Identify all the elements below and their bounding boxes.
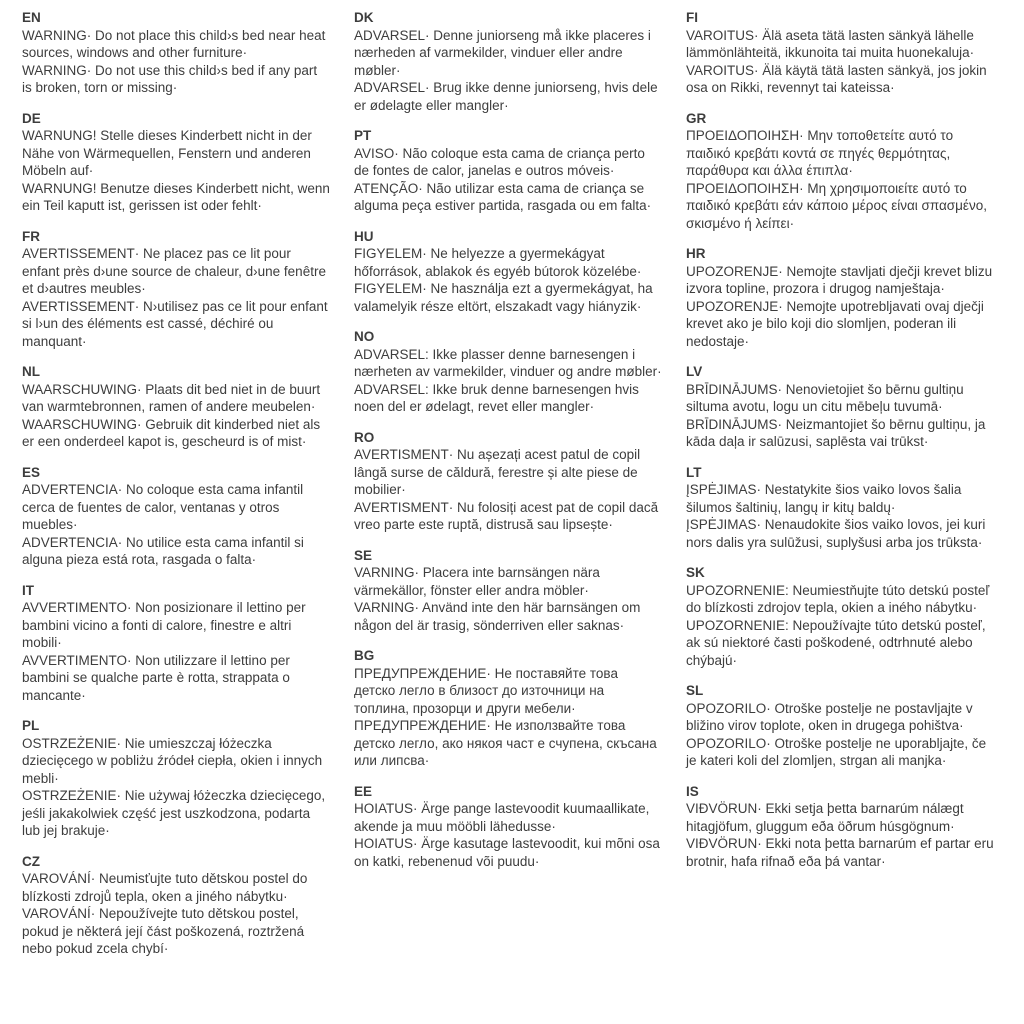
warning-text: ΠΡΟΕΙΔΟΠΟΙΗΣΗ· Μη χρησιμοποιείτε αυτό το παιδικό κρεβάτι εάν κάποιο μέρος είναι σπασμένο, σκισμένο ή λείπει· [686, 180, 987, 231]
warning-text: VARNING· Placera inte barnsängen nära värmekällor, fönster eller andra möbler· [354, 565, 600, 598]
warning-text: WARNING· Do not use this child›s bed if any part is broken, torn or missing· [22, 62, 318, 95]
language-code: EN [22, 10, 41, 25]
warning-text: OSTRZEŻENIE· Nie używaj łóżeczka dziecięcego, jeśli jakakolwiek część jest uszkodzona, podarta lub jej brakuje· [22, 788, 326, 838]
language-section-dk [354, 9, 662, 114]
warning-text: VAROVÁNÍ· Nepoužívejte tuto dětskou postel, pokud je některá její část poškozená, roztržená nebo pokud zcela chybí· [22, 906, 305, 956]
language-code: DE [22, 110, 41, 126]
language-section-en [22, 9, 330, 97]
warning-text: BRĪDINĀJUMS· Nenovietojiet šo bērnu gultiņu siltuma avotu, logu un citu mēbeļu tuvumā· [686, 381, 964, 414]
language-section-it [22, 582, 330, 705]
language-section-pt [354, 127, 662, 215]
warning-text: AVERTISSEMENT· Ne placez pas ce lit pour enfant près d›une source de chaleur, d›une fenêtre et d›autres meubles· [22, 246, 326, 296]
language-section-hr [686, 245, 994, 350]
language-section-hu [354, 228, 662, 316]
language-section-se [354, 547, 662, 635]
warning-text: ПРЕДУПРЕЖДЕНИЕ· Не използвайте това детско легло, ако някоя част е счупена, скъсана или липсва· [354, 718, 657, 768]
language-section-sl [686, 682, 994, 770]
warning-text: VIÐVÖRUN· Ekki nota þetta barnarúm ef partar eru brotnir, hafa rifnað eða þá vantar· [686, 836, 994, 869]
language-code: ES [22, 464, 41, 480]
language-section-nl [22, 363, 330, 451]
language-section-fi [686, 9, 994, 97]
language-section-de [22, 110, 330, 215]
language-code: SE [354, 547, 373, 563]
language-section-no [354, 328, 662, 416]
warning-text: VAROITUS· Älä aseta tätä lasten sänkyä lähelle lämmönlähteitä, ikkunoita tai muita huonekaluja· [686, 27, 975, 60]
warning-text: OSTRZEŻENIE· Nie umieszczaj łóżeczka dziecięcego w pobliżu źródeł ciepła, okien i innych mebli· [22, 735, 323, 786]
warning-text: OPOZORILO· Otroške postelje ne uporabljajte, če je kateri koli del zlomljen, strgan ali manjka· [686, 735, 987, 768]
warning-text: WAARSCHUWING· Gebruik dit kinderbed niet als er een onderdeel kapot is, gescheurd is of mist· [22, 416, 321, 449]
warning-text: ADVARSEL· Brug ikke denne juniorseng, hvis dele er ødelagte eller mangler· [354, 80, 658, 113]
language-code: FI [686, 10, 698, 25]
warning-text: OPOZORILO· Otroške postelje ne postavljajte v bližino virov toplote, oken in drugega pohištva· [686, 700, 973, 733]
language-section-es [22, 464, 330, 569]
language-section-fr [22, 228, 330, 351]
warning-text: ΠΡΟΕΙΔΟΠΟΙΗΣΗ· Μην τοποθετείτε αυτό το παιδικό κρεβάτι κοντά σε πηγές θερμότητας, παράθυρα και άλλα έπιπλα· [686, 128, 954, 178]
language-code: IT [22, 582, 34, 598]
warning-text: UPOZORNENIE: Nepoužívajte túto detskú posteľ, ak sú niektoré časti poškodené, odtrhnuté alebo chýbajú· [686, 617, 986, 668]
warning-text: AVVERTIMENTO· Non posizionare il lettino per bambini vicino a fonti di calore, finestre e altri mobili· [22, 600, 306, 650]
warning-text: ADVERTENCIA· No utilice esta cama infantil si alguna pieza está rota, rasgada o falta· [22, 534, 304, 567]
warning-text: ĮSPĖJIMAS· Nenaudokite šios vaiko lovos, jei kuri nors dalis yra sulūžusi, suplyšusi arba jos trūksta· [686, 517, 986, 550]
language-section-gr [686, 110, 994, 233]
warning-text: ĮSPĖJIMAS· Nestatykite šios vaiko lovos šalia šilumos šaltinių, langų ir kitų baldų· [686, 482, 962, 515]
warning-text: AVERTISMENT· Nu așezați acest patul de copil lângă surse de căldură, ferestre și alte piese de mobilier· [354, 447, 641, 497]
language-code: SL [686, 683, 704, 698]
warnings-column-3 [686, 9, 994, 971]
warning-text: AVVERTIMENTO· Non utilizzare il lettino per bambini se qualche parte è rotta, strappata o mancante· [22, 652, 290, 703]
language-code: HR [686, 246, 706, 261]
language-code: NL [22, 364, 40, 379]
warning-text: ADVARSEL· Denne juniorseng må ikke placeres i nærheden af varmekilder, vinduer eller andre møbler· [354, 27, 651, 78]
language-section-sk [686, 564, 994, 669]
language-code: LT [686, 464, 702, 480]
warning-text: FIGYELEM· Ne használja ezt a gyermekágyat, ha valamelyik része eltört, elszakadt vagy hiányzik· [354, 281, 653, 314]
language-section-ee [354, 783, 662, 871]
warning-text: AVISO· Não coloque esta cama de criança perto de fontes de calor, janelas e outros móveis· [354, 145, 645, 178]
warning-text: HOIATUS· Ärge kasutage lastevoodit, kui mõni osa on katki, rebenenud või puudu· [354, 836, 660, 869]
language-code: DK [354, 10, 374, 25]
language-section-is [686, 783, 994, 871]
warning-text: ADVARSEL: Ikke bruk denne barnesengen hvis noen del er ødelagt, revet eller mangler· [354, 381, 639, 414]
language-code: HU [354, 228, 374, 244]
warning-text: UPOZORENJE· Nemojte stavljati dječji krevet blizu izvora topline, prozora i drugog namještaja· [686, 263, 993, 296]
language-code: EE [354, 783, 373, 799]
warning-text: VAROVÁNÍ· Neumisťujte tuto dětskou postel do blízkosti zdrojů tepla, oken a jiného nábytku· [22, 871, 308, 904]
language-section-cz [22, 853, 330, 958]
warnings-column-2 [354, 9, 662, 971]
warning-text: UPOZORNENIE: Neumiestňujte túto detskú posteľ do blízkosti zdrojov tepla, okien a iného nábytku· [686, 582, 990, 615]
warning-text: AVERTISMENT· Nu folosiți acest pat de copil dacă vreo parte este ruptă, distrusă sau lipsește· [354, 499, 659, 532]
warning-text: AVERTISSEMENT· N›utilisez pas ce lit pour enfant si l›un des éléments est cassé, déchiré ou manquant· [22, 298, 328, 349]
warnings-column-1 [22, 9, 330, 971]
warning-text: VIÐVÖRUN· Ekki setja þetta barnarúm nálægt hitagjöfum, gluggum eða öðrum húsgögnum· [686, 801, 964, 834]
language-code: CZ [22, 853, 40, 869]
warning-text: ADVARSEL: Ikke plasser denne barnesengen i nærheten av varmekilder, vinduer og andre møbler· [354, 346, 662, 379]
warning-text: ПРЕДУПРЕЖДЕНИЕ· Не поставяйте това детско легло в близост до източници на топлина, прозорци и други мебели· [354, 665, 618, 716]
warning-text: WARNING· Do not place this child›s bed near heat sources, windows and other furniture· [22, 27, 326, 60]
warning-text: BRĪDINĀJUMS· Neizmantojiet šo bērnu gultiņu, ja kāda daļa ir salūzusi, saplēsta vai trūkst· [686, 416, 986, 449]
language-code: LV [686, 364, 703, 379]
warning-text: FIGYELEM· Ne helyezze a gyermekágyat hőforrások, ablakok és egyéb bútorok közelébe· [354, 246, 642, 279]
warning-text: UPOZORENJE· Nemojte upotrebljavati ovaj dječji krevet ako je bilo koji dio slomljen, poderan ili nedostaje· [686, 298, 984, 349]
language-code: PT [354, 128, 372, 143]
warning-text: WARNUNG! Benutze dieses Kinderbett nicht, wenn ein Teil kaputt ist, gerissen ist oder fehlt· [22, 180, 330, 213]
language-section-pl [22, 717, 330, 840]
language-section-bg [354, 647, 662, 770]
language-code: NO [354, 329, 375, 344]
language-section-lt [686, 464, 994, 552]
language-code: PL [22, 718, 40, 733]
warning-text: WARNUNG! Stelle dieses Kinderbett nicht in der Nähe von Wärmequellen, Fenstern und anderen Möbeln auf· [22, 128, 312, 178]
language-code: BG [354, 648, 375, 663]
language-section-ro [354, 429, 662, 534]
warning-text: ATENÇÃO· Não utilizar esta cama de criança se alguma peça estiver partida, rasgada ou em falta· [354, 180, 652, 213]
warning-text: ADVERTENCIA· No coloque esta cama infantil cerca de fuentes de calor, ventanas y otros muebles· [22, 482, 304, 532]
warning-text: HOIATUS· Ärge pange lastevoodit kuumaallikate, akende ja muu mööbli lähedusse· [354, 801, 650, 834]
language-code: GR [686, 110, 707, 126]
language-section-lv [686, 363, 994, 451]
language-code: FR [22, 228, 40, 244]
language-code: RO [354, 429, 375, 445]
warning-text: VARNING· Använd inte den här barnsängen om någon del är trasig, sönderriven eller saknas· [354, 600, 641, 633]
warning-text: VAROITUS· Älä käytä tätä lasten sänkyä, jos jokin osa on Rikki, revennyt tai kateissa· [686, 62, 987, 95]
language-code: IS [686, 783, 699, 799]
language-code: SK [686, 565, 705, 580]
warning-text: WAARSCHUWING· Plaats dit bed niet in de buurt van warmtebronnen, ramen of andere meubelen· [22, 381, 321, 414]
